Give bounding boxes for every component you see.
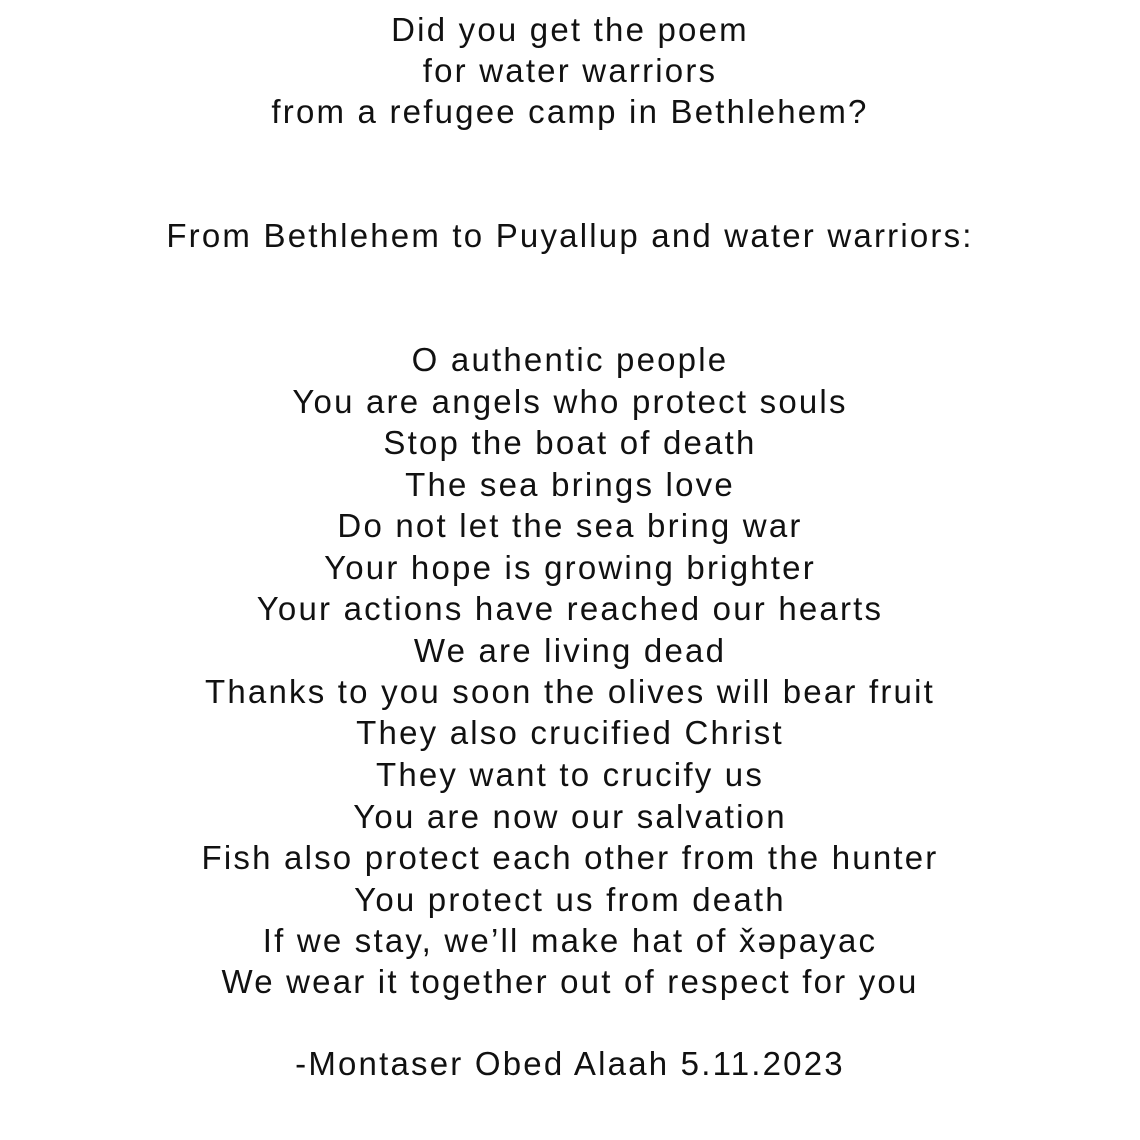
poem-line: Thanks to you soon the olives will bear fruit [205,673,935,710]
intro-line-1: Did you get the poem [391,11,749,48]
signature: -Montaser Obed Alaah 5.11.2023 [295,1045,845,1082]
intro-line-2: for water warriors [422,52,718,89]
poem-line: Your hope is growing brighter [324,549,816,586]
poem-line: Your actions have reached our hearts [256,590,884,627]
poem-line: They also crucified Christ [356,714,784,751]
intro-line-3: from a refugee camp in Bethlehem? [271,93,869,130]
poem-line: You are now our salvation [353,798,787,835]
poem-line: They want to crucify us [375,756,765,793]
poem-line: The sea brings love [405,466,735,503]
poem-line: Do not let the sea bring war [337,507,803,544]
poem-line: O authentic people [411,341,729,378]
poem-line: You protect us from death [354,881,786,918]
poem-line: Stop the boat of death [383,424,757,461]
poem-line: We wear it together out of respect for you [221,963,919,1000]
poem-line: If we stay, we’ll make hat of x̌əpayac [262,922,878,959]
poem-line: Fish also protect each other from the hunter [201,839,939,876]
dedication-line: From Bethlehem to Puyallup and water warriors: [166,217,974,254]
poem-line: We are living dead [413,632,727,669]
poem-line: You are angels who protect souls [292,383,848,420]
